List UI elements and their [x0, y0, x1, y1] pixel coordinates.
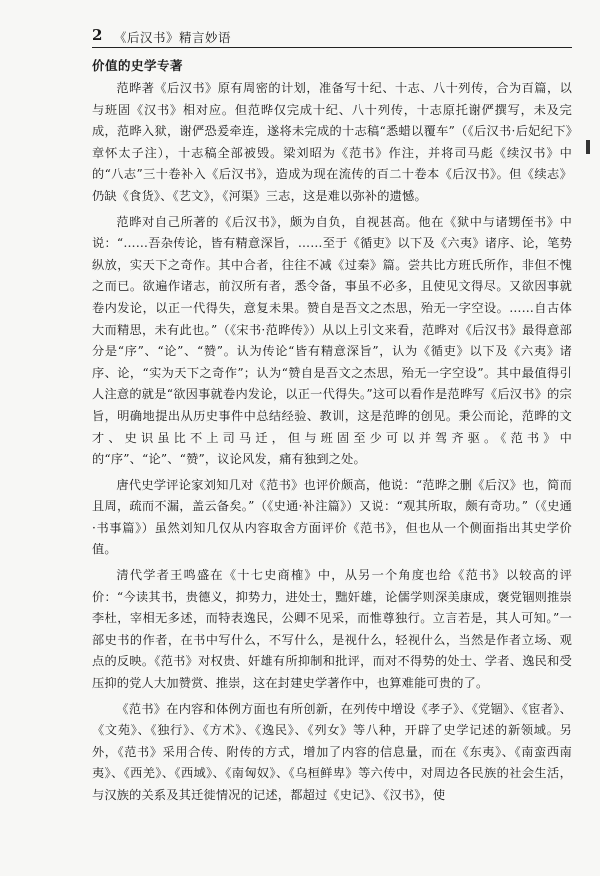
paragraph-1: 范晔著《后汉书》原有周密的计划，准备写十纪、十志、八十列传，合为百篇，以与班固《汉书》相对应。但范晔仅完成十纪、八十列传，十志原托谢俨撰写，未及完成，范晔入狱，谢俨恐爰牵连，遂将未完成的十志稿“悉蜡以覆车”（《后汉书·后妃纪下》章怀太子注），十志稿全部被毁。梁刘昭为《范书》作注，并将司马彪《续汉书》中的“八志”三十卷补入《后汉书》，造成为现在流传的百二十卷本《后汉书》。但《续志》仍缺《食货》、《艺文》，《河渠》三志，这是难以弥补的遗憾。: [92, 81, 572, 203]
running-title: 《后汉书》精言妙语: [114, 30, 232, 45]
header-rule: [92, 47, 572, 48]
paragraph-4: 清代学者王鸣盛在《十七史商榷》中，从另一个角度也给《范书》以较高的评价：“今读其书，贵德义，抑势力，进处士，黜奸雄，论儒学则深美康成，褒党锢则推崇李杜，宰相无多述，而特表逸民，公卿不见采，而惟尊独行。立言若是，其人可知。”一部史书的作者，在书中写什么，不写什么，是视什么，轻视什么，当然是作者立场、观点的反映。《范书》对权贵、奸雄有所抑制和批评，而对不得势的处士、学者、逸民和受压抑的党人大加赞赏、推崇，这在封建史学著作中，也算难能可贵的了。: [92, 568, 572, 691]
page-number: 2: [92, 26, 103, 44]
body-text: [92, 78, 572, 807]
paragraph-2: 范晔对自己所著的《后汉书》，颇为自负，自视甚高。他在《狱中与诸甥侄书》中说：“……吾杂传论，皆有精意深旨，……至于《循吏》以下及《六夷》诸序、论，笔势纵放，实天下之奇作。其中合者，往往不减《过秦》篇。尝共比方班氏所作，非但不愧之而已。欲遍作诸志，前汉所有者，悉令备，事虽不必多，且使见文得尽。又欲因事就卷内发论，以正一代得失，意复未果。赞自是吾文之杰思，殆无一字空设。……自古体大而精思，未有此也。”（《宋书·范晔传》）从以上引文来看，范晔对《后汉书》最得意部分是“序”、“论”、“赞”。认为传论“皆有精意深旨”，认为《循吏》以下及《六夷》诸序、论，“实为天下之奇作”；认为“赞自是吾文之杰思，殆无一字空设”。其中最值得引人注意的就是“欲因事就卷内发论，以正一代得失。”这可以看作是范晔写《后汉书》的宗旨，明确地提出从历史事件中总结经验、教训，这是范晔的创见。秉公而论，范晔的文才、史识虽比不上司马迁，但与班固至少可以并驾齐驱。《范书》中的“序”、“论”、“赞”，议论风发，痛有独到之处。: [92, 214, 572, 467]
page-header: [92, 26, 572, 48]
margin-mark: [586, 140, 590, 154]
continued-heading: 价值的史学专著: [92, 58, 184, 73]
paragraph-3: 唐代史学评论家刘知几对《范书》也评价颇高，他说：“范晔之删《后汉》也，简而且周，疏而不漏，盖云备矣。”（《史通·补注篇》）又说：“观其所取，颇有奇功。”（《史通·书事篇》）虽然刘知几仅从内容取舍方面评价《范书》，但也从一个侧面指出其史学价值。: [92, 477, 572, 557]
paragraph-5: 《范书》在内容和体例方面也有所创新，在列传中增设《孝子》、《党锢》、《宦者》、《文苑》、《独行》、《方术》、《逸民》、《列女》等八种，开辟了史学记述的新领域。另外，《范书》采用合传、附传的方式，增加了内容的信息量，而在《东夷》、《南蛮西南夷》、《西羌》、《西域》、《南匈奴》、《乌桓鲜卑》等六传中，对周边各民族的社会生活，与汉族的关系及其迁徙情况的记述，都超过《史记》、《汉书》，使: [92, 701, 572, 802]
